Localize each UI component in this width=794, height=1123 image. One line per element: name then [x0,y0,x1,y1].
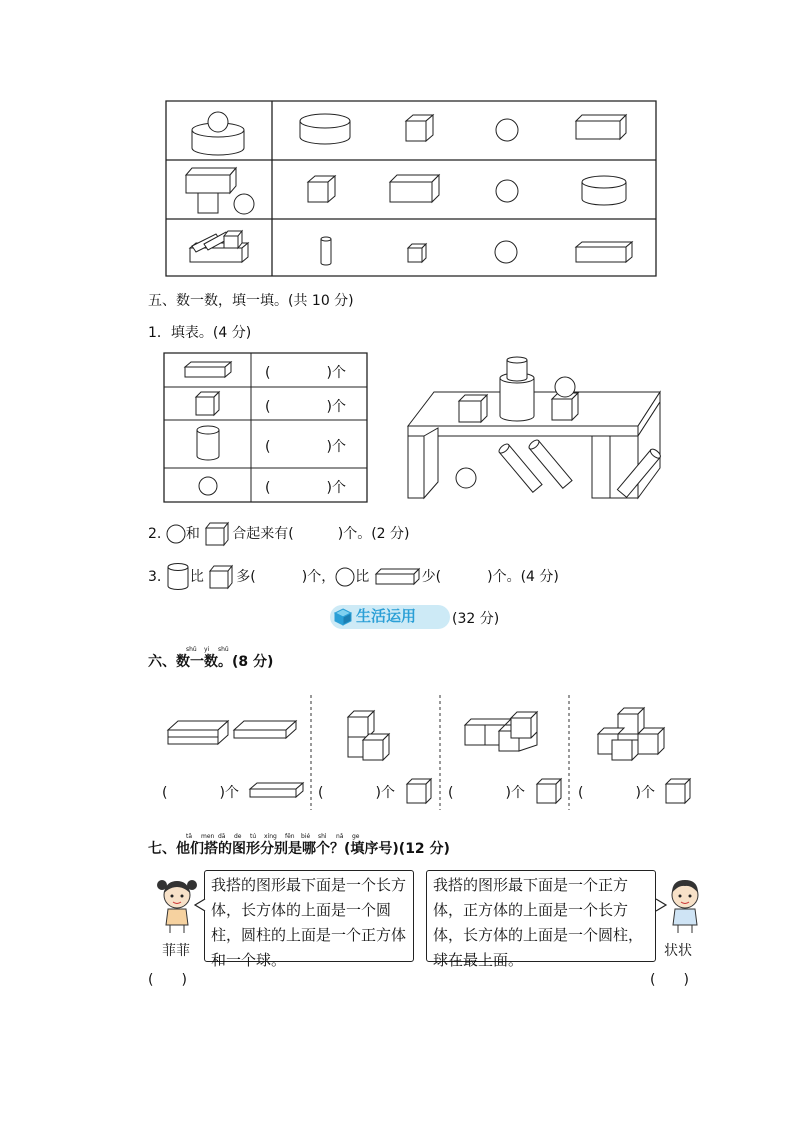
cube-icon [535,777,565,807]
section5-title: 五、数一数，填一填。(共 10 分) [148,293,354,309]
section6-answer-2[interactable]: ( )个 [318,785,395,801]
cube-icon [664,777,694,807]
boy-name-label: 状状 [664,943,692,959]
q2-number: 2. [148,526,162,542]
cylinder-icon [298,113,354,149]
q3-more: 多( [236,569,256,585]
cuboid-icon [574,113,630,145]
girl-bubble-tail [194,898,206,912]
cube-icon [306,174,340,208]
q3-compare1: 比 [189,569,204,585]
pinyin-men: men [201,833,215,840]
count-answer-cuboid[interactable]: ( )个 [265,365,346,381]
q3-unit1: )个， [301,569,336,585]
cuboid-icon [388,173,444,207]
count-answer-sphere[interactable]: ( )个 [265,480,346,496]
section6-pinyin-2: yi [204,646,210,653]
cube-icon [194,390,224,420]
section7-title: 七、他们搭的图形分别是哪个？(填序号)(12 分) [148,841,450,857]
pinyin-ta: tā [186,833,193,840]
boy-zhuangzhuang-avatar [662,875,708,937]
pinyin-shi: shì [318,833,327,840]
cube-icon [208,565,236,589]
cuboid-icon [183,361,233,381]
model-cuboid-on-cube-icon [184,165,260,217]
pinyin-bie: bié [301,833,311,840]
table-scene-illustration [404,352,674,502]
section-banner-label: 生活运用 [356,607,417,625]
count-answer-cylinder[interactable]: ( )个 [265,439,346,455]
section6-pinyin-3: shǔ [218,646,229,653]
matching-table-grid [0,0,794,300]
cylinder-icon [166,562,190,592]
flat-cuboid-icon [248,782,308,802]
sphere-icon [495,179,521,205]
girl-name-label: 菲菲 [162,943,190,959]
section5-q1-title: 1．填表。(4 分) [148,325,252,341]
q3-score: )个。(4 分) [487,569,559,585]
girl-answer-blank[interactable]: ( ) [148,972,187,988]
cube-stack-figure-1 [345,704,405,766]
pinyin-na: nǎ [336,833,344,840]
sphere-icon [198,476,220,498]
cube-stack-figure-3 [596,704,676,764]
boy-answer-blank[interactable]: ( ) [650,972,689,988]
pinyin-tu: tú [250,833,257,840]
pinyin-xing: xíng [264,833,277,840]
cube-stack-figure-2 [463,710,553,756]
long-cuboid-icon [574,240,636,266]
sphere-icon [495,118,521,144]
pinyin-ge: ge [352,833,360,840]
model-cylinder-cube-on-cuboid-icon [186,226,252,266]
section6-pinyin-1: shǔ [186,646,197,653]
sphere-icon [335,567,355,587]
pinyin-de: de [234,833,242,840]
boy-speech-bubble [426,870,656,969]
section6-answer-1[interactable]: ( )个 [162,785,239,801]
q2-total-label: 合起来有( [232,526,294,542]
stacked-flat-cuboids-figure [166,718,306,748]
section6-title: 六、数一数。(8 分) [148,654,274,670]
q3-compare2: 比 [355,569,370,585]
girl-speech-bubble [204,870,414,969]
cylinder-icon [195,424,221,464]
sphere-icon [494,240,520,266]
boy-speech-text: 我搭的图形最下面是一个正方体，正方体的上面是一个长方体，长方体的上面是一个圆柱，球在最上面。 [433,876,644,969]
count-answer-cube[interactable]: ( )个 [265,399,346,415]
q3-less: 少( [421,569,442,585]
section6-answer-3[interactable]: ( )个 [448,785,525,801]
cuboid-icon [374,568,422,586]
pinyin-fen: fēn [285,833,295,840]
section-banner-score: (32 分) [452,611,500,627]
section5-q3 [148,562,559,586]
section6-answer-4[interactable]: ( )个 [578,785,655,801]
cube-icon [405,777,435,807]
q2-and: 和 [185,526,200,542]
tall-cylinder-icon [319,236,333,268]
cube-badge-icon [334,608,352,626]
cube-icon [404,113,438,147]
sphere-icon [166,524,186,544]
pinyin-da: dā [218,833,226,840]
model-sphere-on-cylinder-icon [188,106,248,156]
cube-icon [204,522,232,546]
girl-speech-text: 我搭的图形最下面是一个长方体，长方体的上面是一个圆柱，圆柱的上面是一个正方体和一个球。 [211,876,407,969]
cylinder-icon [580,175,630,209]
small-cube-icon [406,242,430,266]
q2-score: )个。(2 分) [337,526,410,542]
q3-number: 3. [148,569,162,585]
section5-q2 [148,522,409,546]
